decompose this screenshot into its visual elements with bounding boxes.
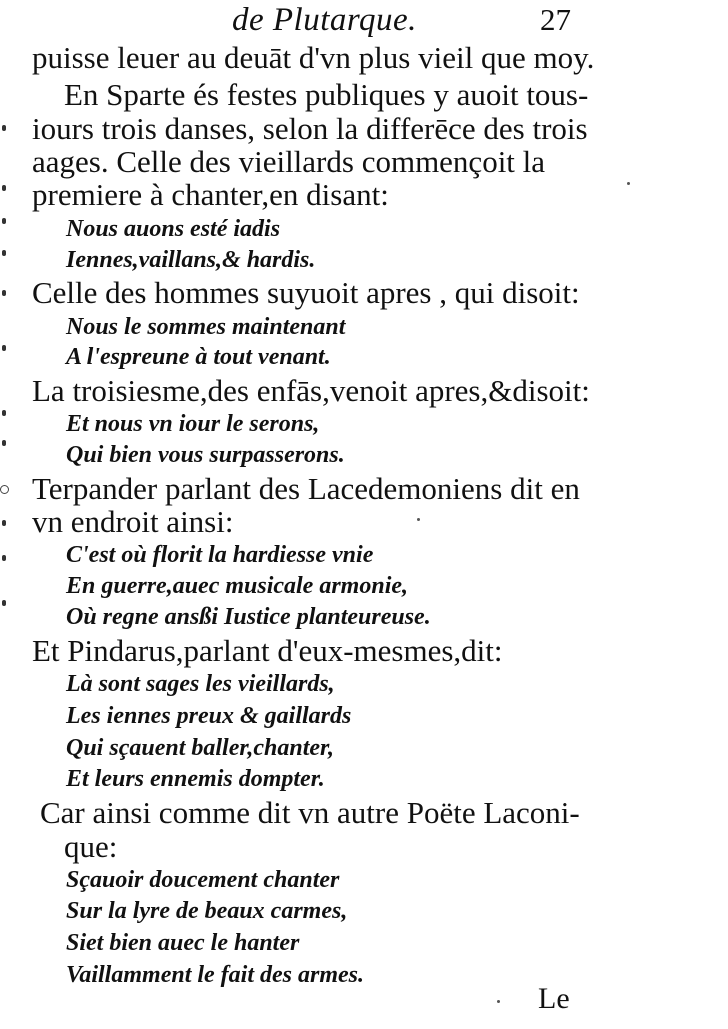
running-title: de Plutarque. [232,2,417,38]
catchword: Le [538,982,570,1015]
text-line: aages. Celle des vieillards commençoit la [32,144,546,179]
text-line: Celle des hommes suyuoit apres , qui disoit: [32,275,580,310]
verse-line: Où regne ansßi Iustice planteureuse. [66,604,431,630]
page-header [0,2,728,42]
verse-line: Siet bien auec le hanter [66,930,300,956]
margin-speck [2,600,6,606]
verse-line: Sçauoir doucement chanter [66,867,340,893]
margin-speck [2,555,6,561]
margin-ring [0,485,9,494]
verse-line: A l'espreune à tout venant. [66,344,331,370]
margin-speck [2,125,6,131]
ink-speck [627,182,630,185]
text-line: Car ainsi comme dit vn autre Poëte Laconi- [40,795,580,830]
margin-speck [2,440,6,446]
verse-line: Sur la lyre de beaux carmes, [66,898,348,924]
ink-speck [417,518,420,521]
text-line: puisse leuer au deuāt d'vn plus vieil que moy. [32,40,595,75]
text-line: Terpander parlant des Lacedemoniens dit en [32,471,580,506]
text-line: En Sparte és festes publiques y auoit tous- [64,77,589,112]
verse-line: En guerre,auec musicale armonie, [66,573,409,599]
text-line: iours trois danses, selon la differēce des trois [32,111,588,146]
verse-line: Les iennes preux & gaillards [66,703,352,729]
verse-line: Nous auons esté iadis [66,216,281,242]
text-line: premiere à chanter,en disant: [32,177,389,212]
text-line: La troisiesme,des enfās,venoit apres,&disoit: [32,373,590,408]
margin-speck [2,520,6,526]
text-line: Et Pindarus,parlant d'eux-mesmes,dit: [32,633,503,668]
ink-speck [497,1000,500,1003]
verse-line: Vaillamment le fait des armes. [66,962,364,988]
margin-speck [2,290,6,296]
margin-speck [2,250,6,256]
page-number: 27 [540,2,571,37]
margin-speck [2,345,6,351]
verse-line: Là sont sages les vieillards, [66,671,335,697]
verse-line: Iennes,vaillans,& hardis. [66,247,316,273]
verse-line: Qui bien vous surpasserons. [66,442,345,468]
text-line: que: [64,829,118,864]
verse-line: Qui sçauent baller,chanter, [66,735,335,761]
verse-line: Et leurs ennemis dompter. [66,766,325,792]
text-line: vn endroit ainsi: [32,504,234,539]
margin-speck [2,185,6,191]
verse-line: C'est où florit la hardiesse vnie [66,542,374,568]
verse-line: Et nous vn iour le serons, [66,411,320,437]
margin-speck [2,218,6,224]
verse-line: Nous le sommes maintenant [66,314,346,340]
margin-speck [2,410,6,416]
